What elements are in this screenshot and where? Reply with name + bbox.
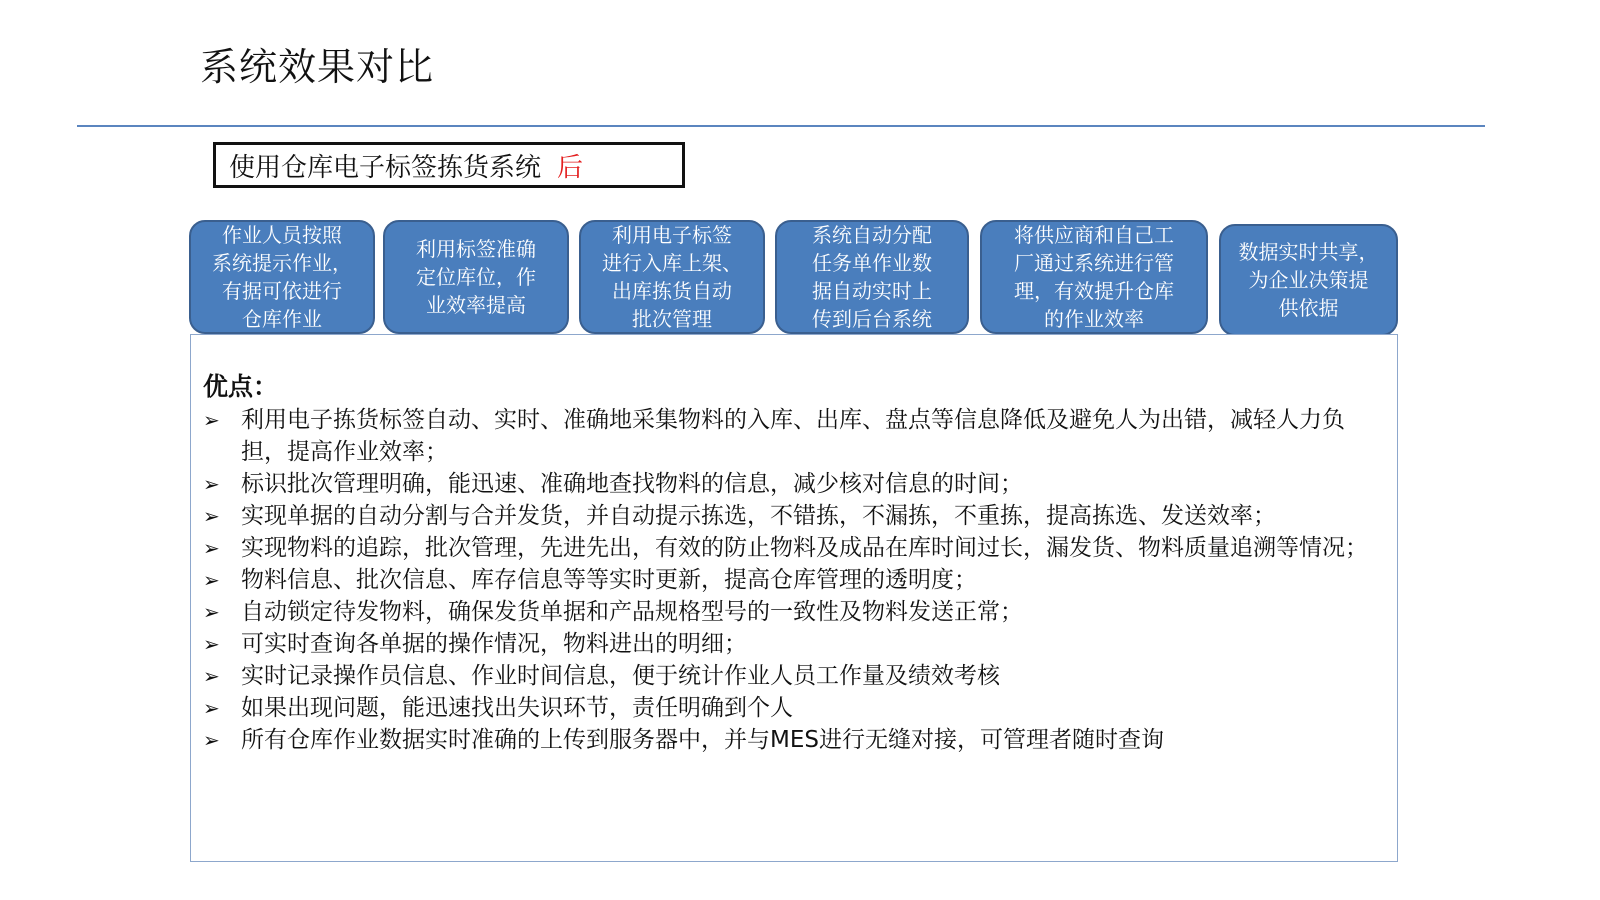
feature-box-3 (579, 220, 765, 334)
feature-line: 任务单作业数 (812, 251, 932, 275)
title-divider (77, 125, 1485, 127)
feature-box-2 (383, 220, 569, 334)
feature-line: 定位库位，作 (416, 265, 536, 289)
list-item (203, 660, 1383, 692)
arrowhead-bullet-icon: ➢ (203, 696, 220, 720)
arrowhead-bullet-icon: ➢ (203, 568, 220, 592)
feature-line: 利用标签准确 (416, 237, 536, 261)
feature-line: 批次管理 (632, 307, 712, 331)
list-item (203, 692, 1383, 724)
arrowhead-bullet-icon: ➢ (203, 536, 220, 560)
list-item (203, 500, 1383, 532)
subtitle-accent: 后 (557, 152, 584, 183)
feature-line: 将供应商和自己工 (1014, 223, 1174, 247)
feature-box-4 (775, 220, 969, 334)
list-item-text: 所有仓库作业数据实时准确的上传到服务器中，并与MES进行无缝对接，可管理者随时查询 (241, 727, 1164, 753)
list-item (203, 596, 1383, 628)
list-item (203, 628, 1383, 660)
advantages-heading: 优点： (203, 372, 279, 401)
advantages-list (203, 404, 1383, 756)
list-item (203, 468, 1383, 500)
feature-line: 进行入库上架、 (602, 251, 742, 275)
subtitle-box (213, 142, 685, 188)
list-item-text: 标识批次管理明确，能迅速、准确地查找物料的信息，减少核对信息的时间； (241, 471, 1023, 497)
list-item-text: 实时记录操作员信息、作业时间信息，便于统计作业人员工作量及绩效考核 (241, 663, 1000, 689)
feature-line: 系统自动分配 (812, 223, 932, 247)
feature-line: 厂通过系统进行管 (1014, 251, 1174, 275)
feature-line: 的作业效率 (1044, 307, 1144, 331)
list-item (203, 532, 1383, 564)
feature-line: 利用电子标签 (612, 223, 732, 247)
feature-line: 数据实时共享， (1238, 240, 1379, 264)
feature-line: 传到后台系统 (812, 307, 932, 331)
feature-box-1 (189, 220, 375, 334)
list-item-text: 可实时查询各单据的操作情况，物料进出的明细； (241, 631, 747, 657)
list-item-text: 物料信息、批次信息、库存信息等等实时更新，提高仓库管理的透明度； (241, 567, 977, 593)
list-item-text: 实现物料的追踪，批次管理，先进先出，有效的防止物料及成品在库时间过长，漏发货、物料质量追溯等情况； (241, 535, 1368, 561)
feature-box-5 (980, 220, 1208, 334)
feature-line: 作业人员按照 (222, 223, 342, 247)
arrowhead-bullet-icon: ➢ (203, 632, 220, 656)
list-item-text: 自动锁定待发物料，确保发货单据和产品规格型号的一致性及物料发送正常； (241, 599, 1023, 625)
feature-line: 系统提示作业， (212, 251, 352, 275)
feature-line: 有据可依进行 (222, 279, 342, 303)
page-title: 系统效果对比 (200, 45, 435, 89)
arrowhead-bullet-icon: ➢ (203, 408, 220, 432)
feature-line: 理，有效提升仓库 (1014, 279, 1174, 303)
arrowhead-bullet-icon: ➢ (203, 664, 220, 688)
list-item (203, 724, 1383, 756)
list-item-text: 利用电子拣货标签自动、实时、准确地采集物料的入库、出库、盘点等信息降低及避免人为出错，减轻人力负担，提高作业效率； (241, 407, 1345, 465)
feature-line: 据自动实时上 (812, 279, 932, 303)
feature-line: 仓库作业 (242, 307, 322, 331)
arrowhead-bullet-icon: ➢ (203, 472, 220, 496)
list-item-text: 如果出现问题，能迅速找出失识环节，责任明确到个人 (241, 695, 793, 721)
arrowhead-bullet-icon: ➢ (203, 600, 220, 624)
arrowhead-bullet-icon: ➢ (203, 504, 220, 528)
feature-line: 出库拣货自动 (612, 279, 732, 303)
list-item-text: 实现单据的自动分割与合并发货，并自动提示拣选，不错拣，不漏拣，不重拣，提高拣选、发送效率； (241, 503, 1276, 529)
feature-box-6 (1219, 224, 1398, 336)
feature-line: 供依据 (1278, 296, 1339, 320)
subtitle-text: 使用仓库电子标签拣货系统 (229, 152, 542, 183)
arrowhead-bullet-icon: ➢ (203, 728, 220, 752)
feature-line: 为企业决策提 (1248, 268, 1369, 292)
list-item (203, 404, 1383, 468)
feature-line: 业效率提高 (426, 293, 526, 317)
list-item (203, 564, 1383, 596)
